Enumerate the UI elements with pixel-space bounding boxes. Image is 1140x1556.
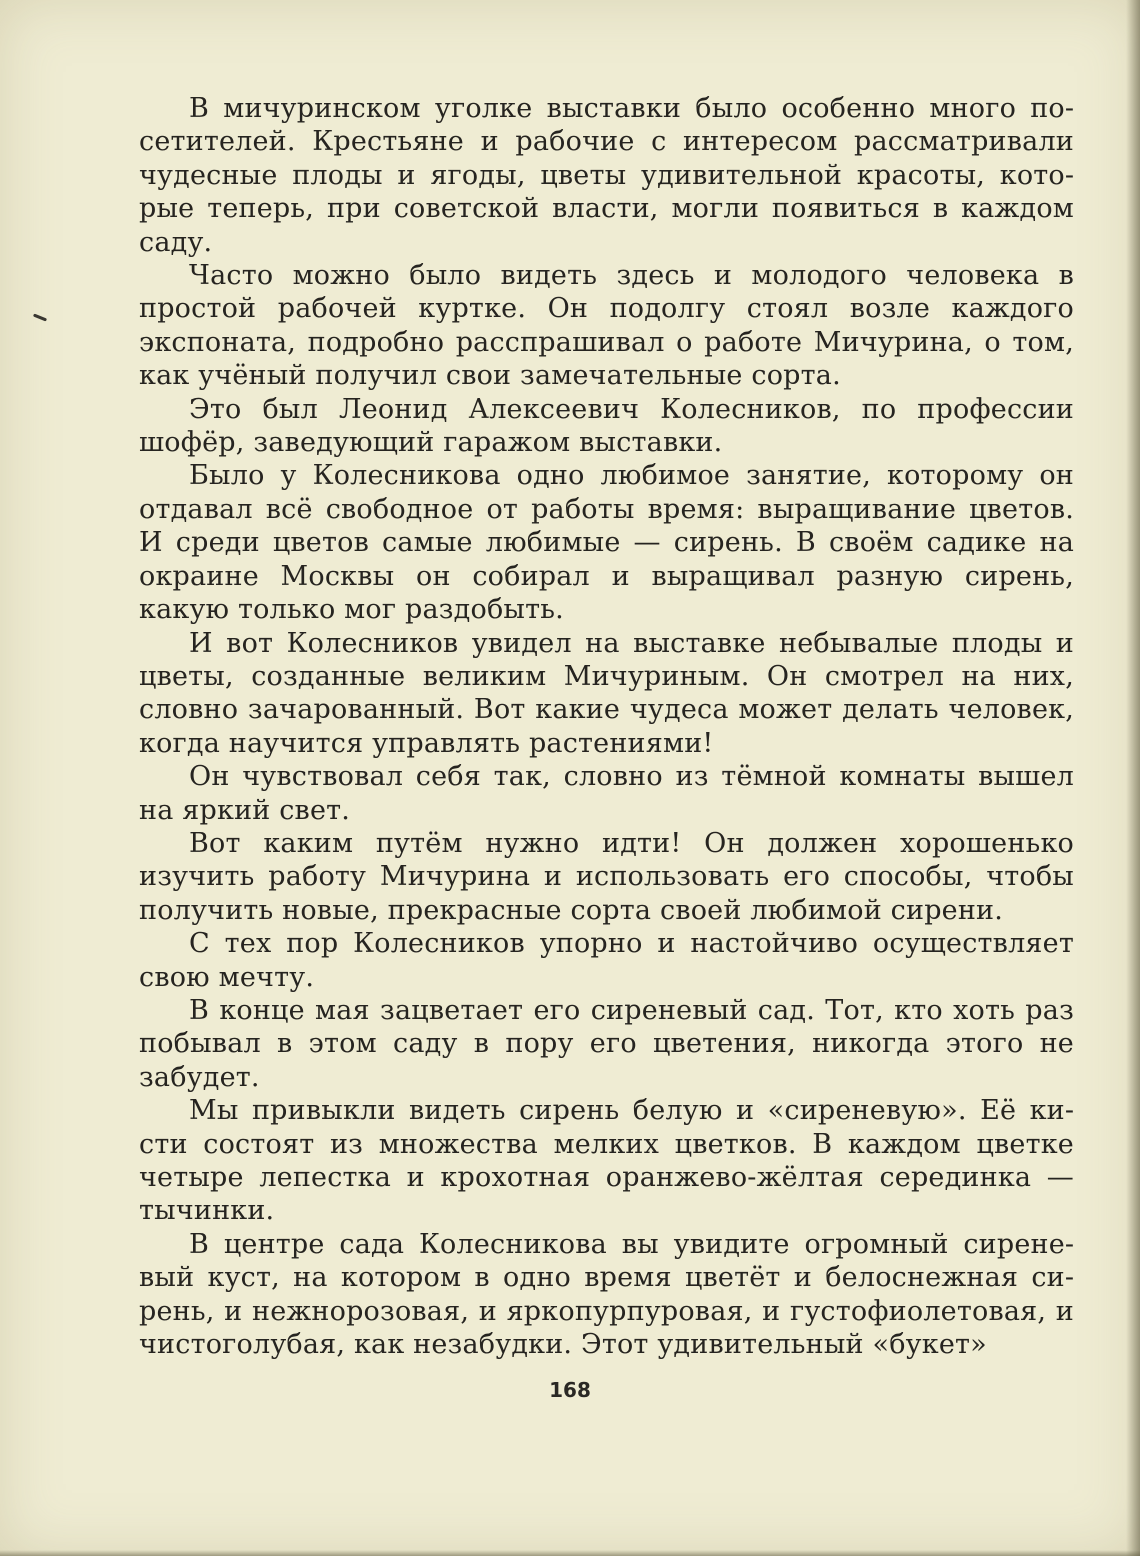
paragraph: С тех пор Колесников упорно и настойчиво осуществляет свою мечту. (139, 928, 1074, 993)
page-edge-shadow-bottom (0, 1550, 1140, 1556)
paragraph: В конце мая зацветает его сиреневый сад. Тот, кто хоть раз побывал в этом саду в пору его цветения, никогда этого не забудет. (139, 994, 1074, 1093)
paragraph: Это был Леонид Алексеевич Колесников, по профессии шофёр, заведующий гаражом выставки. (139, 393, 1074, 459)
paragraph: И вот Колесников увидел на выставке небывалые плоды и цветы, созданные великим Мичуриным. Он смотрел на них, словно зачарованный. Вот какие чудеса может делать человек, когда научится управлять растениями! (139, 627, 1074, 759)
paragraph: В мичуринском уголке выставки было особенно много посетителей. Крестьяне и рабочие с интересом рассматривали чудесные плоды и ягоды, цветы удивительной красоты, которые теперь, при советской власти, могли появиться в каждом саду. (139, 93, 1074, 258)
body-text (139, 92, 1074, 1361)
page-edge-shadow-right (1126, 0, 1140, 1556)
paragraph: Вот каким путём нужно идти! Он должен хорошенько изучить работу Мичурина и использовать его способы, чтобы получить новые, прекрасные сорта своей любимой сирени. (139, 827, 1074, 926)
paragraph: Мы привыкли видеть сирень белую и «сиреневую». Её кисти состоят из множества мелких цветков. В каждом цветке четыре лепестка и крохотная оранжево-жёлтая серединка — тычинки. (139, 1095, 1074, 1227)
paragraph: Он чувствовал себя так, словно из тёмной комнаты вышел на яркий свет. (139, 761, 1074, 826)
paragraph: Было у Колесникова одно любимое занятие, которому он отдавал всё свободное от работы время: выращивание цветов. И среди цветов самые любимые — сирень. В своём садике на окраине Москвы он собирал и выращивал разную сирень, какую только мог раздобыть. (139, 460, 1074, 626)
page-number: 168 (549, 1378, 591, 1402)
margin-ink-mark (33, 313, 47, 321)
paragraph: Часто можно было видеть здесь и молодого человека в простой рабочей куртке. Он подолгу стоял возле каждого экспоната, подробно расспрашивал о работе Мичурина, о том, как учёный получил свои замечательные сорта. (139, 260, 1074, 392)
paragraph: В центре сада Колесникова вы увидите огромный сиреневый куст, на котором в одно время цветёт и белоснежная сирень, и нежнорозовая, и яркопурпуровая, и густофиолетовая, и чистоголубая, как незабудки. Этот удивительный «букет» (139, 1228, 1074, 1361)
